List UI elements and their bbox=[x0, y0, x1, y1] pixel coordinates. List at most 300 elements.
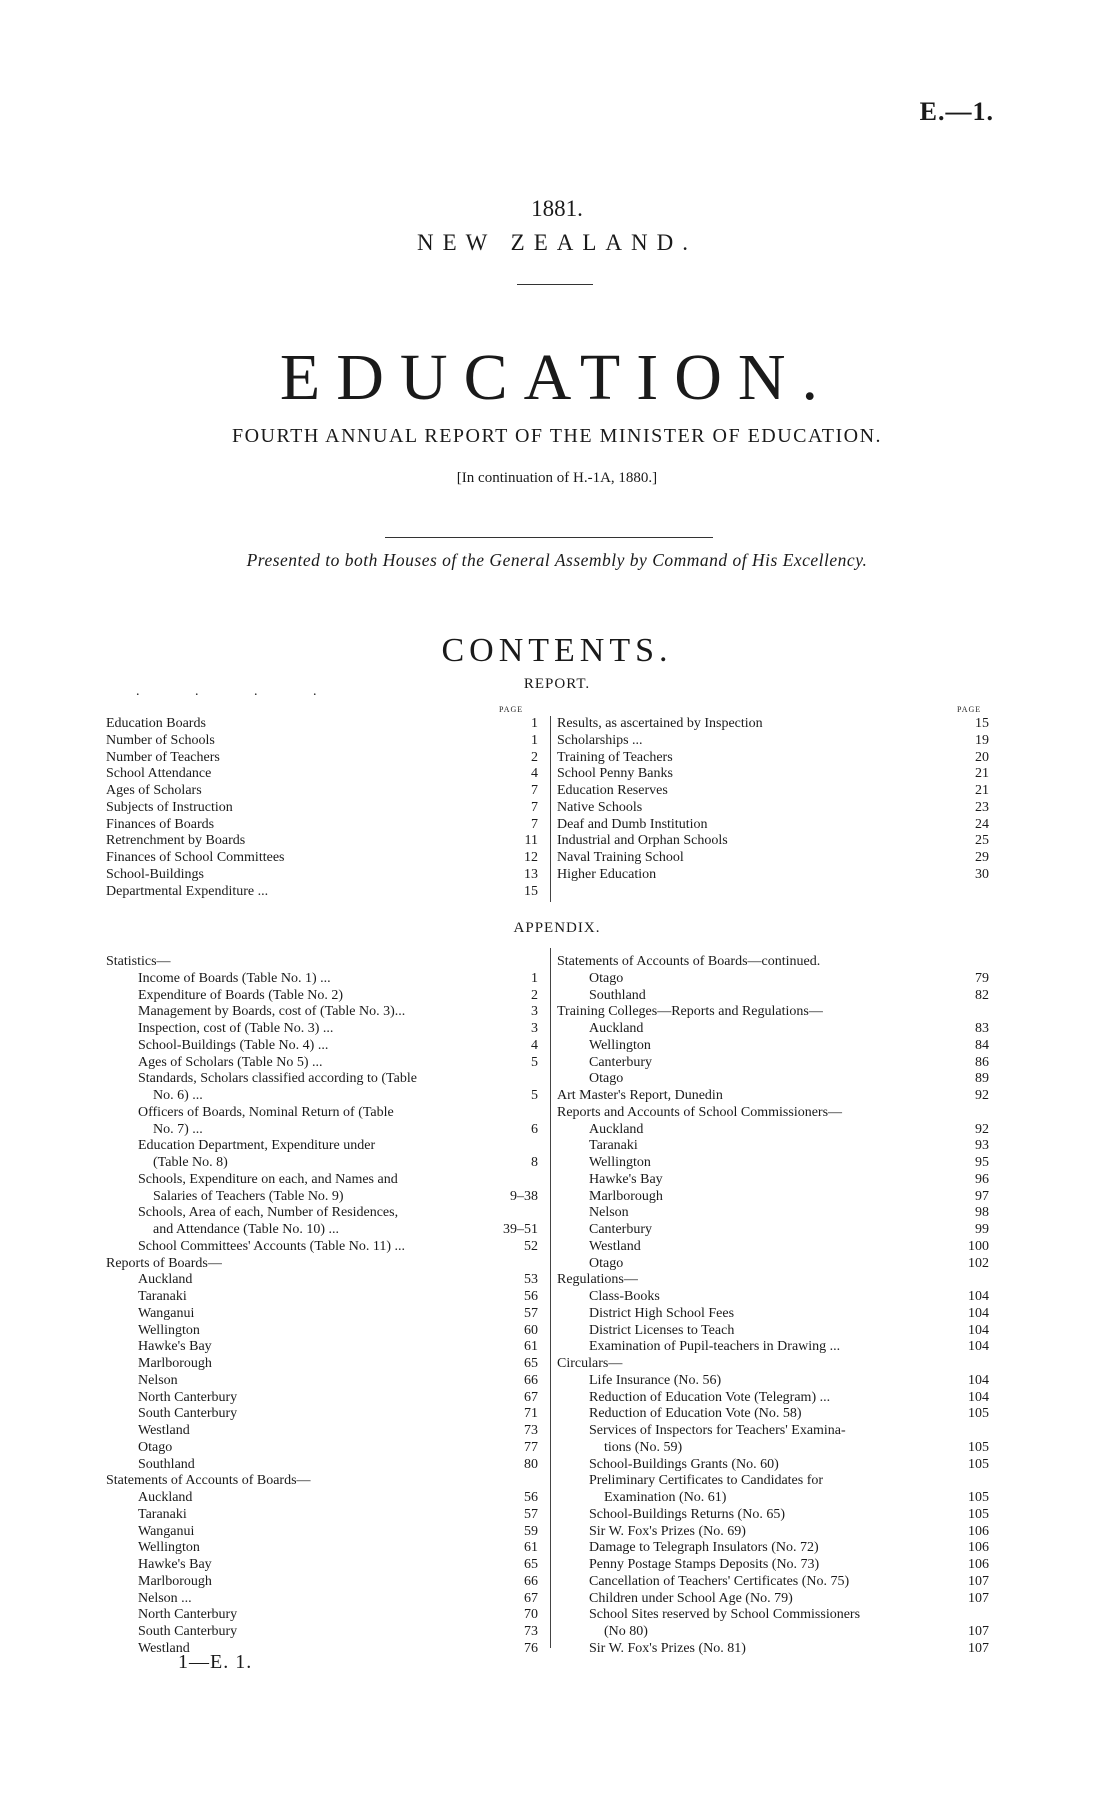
toc-entry-page: 104 bbox=[968, 1305, 989, 1321]
toc-entry-page: 107 bbox=[968, 1640, 989, 1656]
toc-entry-page: 23 bbox=[975, 799, 989, 815]
toc-entry-page: 7 bbox=[531, 816, 538, 832]
toc-entry-label: Ages of Scholars (Table No 5) ... bbox=[138, 1054, 323, 1070]
toc-entry bbox=[557, 1440, 989, 1457]
toc-entry-page: 7 bbox=[531, 783, 538, 798]
toc-entry-page: 107 bbox=[968, 1624, 989, 1639]
toc-entry-label: Nelson bbox=[138, 1372, 178, 1388]
toc-entry-label: Hawke's Bay bbox=[589, 1171, 663, 1187]
toc-entry bbox=[557, 1557, 989, 1574]
toc-entry-label: Examination of Pupil-teachers in Drawing ... bbox=[589, 1339, 841, 1355]
continuation-note: [In continuation of H.-1A, 1880.] bbox=[456, 470, 658, 486]
toc-entry-label: and Attendance (Table No. 10) ... bbox=[153, 1222, 340, 1237]
toc-entry bbox=[557, 1574, 989, 1591]
report-right-list bbox=[557, 716, 989, 884]
toc-entry-label: Expenditure of Boards (Table No. 2) bbox=[138, 987, 344, 1003]
toc-entry bbox=[557, 1373, 989, 1390]
toc-entry-page: 65 bbox=[524, 1557, 538, 1572]
toc-entry bbox=[106, 1490, 538, 1507]
toc-entry-page: 1 bbox=[531, 716, 538, 731]
toc-entry-page: 39–51 bbox=[503, 1222, 538, 1237]
toc-entry-label: School Sites reserved by School Commissioners bbox=[589, 1607, 861, 1623]
toc-entry-label: Reduction of Education Vote (Telegram) ... bbox=[589, 1389, 831, 1405]
toc-entry-page: 104 bbox=[968, 1289, 989, 1304]
toc-entry-page: 95 bbox=[975, 1155, 989, 1170]
toc-entry bbox=[557, 1071, 989, 1088]
toc-entry bbox=[557, 1323, 989, 1340]
toc-entry-page: 8 bbox=[531, 1155, 538, 1170]
toc-entry-page: 107 bbox=[968, 1590, 989, 1606]
toc-entry-label: School-Buildings (Table No. 4) ... bbox=[138, 1037, 329, 1053]
toc-entry-label: Education Reserves bbox=[557, 783, 668, 798]
toc-entry bbox=[557, 800, 989, 817]
toc-entry bbox=[106, 1222, 538, 1239]
toc-entry-page: 80 bbox=[524, 1456, 538, 1472]
toc-entry bbox=[106, 817, 538, 834]
toc-entry-label: Statements of Accounts of Boards— bbox=[106, 1473, 311, 1489]
toc-entry bbox=[557, 1507, 989, 1524]
toc-entry bbox=[106, 1423, 538, 1440]
report-heading: REPORT. bbox=[523, 676, 591, 692]
toc-entry bbox=[106, 1189, 538, 1206]
toc-entry-label: Finances of Boards bbox=[106, 816, 215, 832]
toc-entry bbox=[557, 1004, 989, 1021]
toc-entry bbox=[557, 988, 989, 1005]
toc-entry bbox=[106, 716, 538, 733]
toc-entry-page: 60 bbox=[524, 1322, 538, 1338]
toc-entry bbox=[557, 1356, 989, 1373]
toc-entry-page: 82 bbox=[975, 987, 989, 1003]
toc-entry bbox=[557, 833, 989, 850]
year: 1881. bbox=[531, 196, 583, 221]
toc-entry bbox=[106, 1323, 538, 1340]
toc-entry-label: Education Boards bbox=[106, 716, 206, 731]
toc-entry-page: 93 bbox=[975, 1138, 989, 1154]
toc-entry-label: Taranaki bbox=[138, 1506, 187, 1522]
toc-entry bbox=[557, 1138, 989, 1155]
toc-entry-label: Auckland bbox=[589, 1121, 644, 1137]
toc-entry-page: 66 bbox=[524, 1372, 538, 1388]
toc-entry bbox=[106, 1071, 538, 1088]
toc-entry-page: 20 bbox=[975, 749, 989, 765]
toc-entry bbox=[557, 1256, 989, 1273]
toc-entry-label: Naval Training School bbox=[557, 850, 684, 865]
toc-entry bbox=[557, 1272, 989, 1289]
toc-entry-label: tions (No. 59) bbox=[604, 1439, 683, 1455]
toc-entry bbox=[557, 1406, 989, 1423]
toc-entry bbox=[106, 1038, 538, 1055]
toc-entry-label: Ages of Scholars bbox=[106, 783, 202, 798]
toc-entry-page: 89 bbox=[975, 1071, 989, 1087]
toc-entry-page: 29 bbox=[975, 850, 989, 865]
toc-entry-label: Southland bbox=[589, 987, 646, 1003]
toc-entry-label: Training of Teachers bbox=[557, 749, 673, 765]
toc-entry-label: Taranaki bbox=[138, 1289, 187, 1304]
toc-entry bbox=[106, 1641, 538, 1658]
toc-entry bbox=[106, 800, 538, 817]
toc-entry-label: Wanganui bbox=[138, 1523, 195, 1539]
toc-entry bbox=[106, 1205, 538, 1222]
toc-entry-label: South Canterbury bbox=[138, 1406, 238, 1422]
toc-entry bbox=[557, 1591, 989, 1608]
toc-entry bbox=[557, 1088, 989, 1105]
toc-entry-page: 71 bbox=[524, 1406, 538, 1422]
toc-entry-page: 66 bbox=[524, 1573, 538, 1589]
toc-entry-label: Westland bbox=[138, 1640, 190, 1656]
document-subtitle: FOURTH ANNUAL REPORT OF THE MINISTER OF EDUCATION. bbox=[231, 425, 883, 447]
toc-entry bbox=[106, 1122, 538, 1139]
toc-entry-label: Westland bbox=[589, 1238, 641, 1254]
country-heading: NEW ZEALAND. bbox=[416, 230, 698, 255]
toc-entry bbox=[557, 1306, 989, 1323]
toc-entry-page: 53 bbox=[524, 1272, 538, 1288]
toc-entry-label: Marlborough bbox=[589, 1188, 663, 1204]
toc-entry-label: Otago bbox=[589, 1255, 624, 1271]
toc-entry bbox=[557, 1222, 989, 1239]
toc-entry bbox=[557, 850, 989, 867]
toc-entry bbox=[557, 1607, 989, 1624]
toc-entry-label: School Committees' Accounts (Table No. 11) ... bbox=[138, 1238, 405, 1254]
toc-entry bbox=[106, 954, 538, 971]
toc-entry-page: 67 bbox=[524, 1389, 538, 1405]
toc-entry bbox=[106, 1339, 538, 1356]
toc-entry-page: 104 bbox=[968, 1339, 989, 1355]
toc-entry bbox=[557, 783, 989, 800]
toc-entry bbox=[557, 954, 989, 971]
toc-entry bbox=[106, 1306, 538, 1323]
toc-entry-page: 104 bbox=[968, 1389, 989, 1405]
toc-entry bbox=[557, 1540, 989, 1557]
toc-entry-label: Hawke's Bay bbox=[138, 1557, 212, 1572]
toc-entry-label: Children under School Age (No. 79) bbox=[589, 1590, 793, 1606]
toc-entry bbox=[106, 1155, 538, 1172]
toc-entry-page: 25 bbox=[975, 833, 989, 849]
toc-entry-label: Training Colleges—Reports and Regulations— bbox=[557, 1004, 823, 1020]
toc-entry bbox=[557, 1524, 989, 1541]
toc-entry-page: 105 bbox=[968, 1506, 989, 1522]
toc-entry-page: 24 bbox=[975, 816, 989, 832]
toc-entry-page: 65 bbox=[524, 1356, 538, 1371]
toc-entry-label: Hawke's Bay bbox=[138, 1339, 212, 1355]
toc-entry bbox=[106, 1457, 538, 1474]
toc-entry-page: 2 bbox=[531, 749, 538, 765]
toc-entry-label: (No 80) bbox=[604, 1624, 648, 1639]
toc-entry bbox=[106, 1507, 538, 1524]
toc-entry-page: 70 bbox=[524, 1607, 538, 1623]
toc-entry-page: 86 bbox=[975, 1054, 989, 1070]
page-column-label-left: PAGE bbox=[499, 705, 524, 714]
toc-entry-label: School-Buildings bbox=[106, 866, 205, 882]
toc-entry bbox=[557, 1055, 989, 1072]
toc-entry-page: 30 bbox=[975, 866, 989, 882]
toc-entry-label: Marlborough bbox=[138, 1573, 212, 1589]
toc-entry bbox=[106, 1256, 538, 1273]
toc-entry-label: Services of Inspectors for Teachers' Examina- bbox=[589, 1423, 846, 1438]
toc-entry-label: Statements of Accounts of Boards—continued. bbox=[557, 954, 821, 969]
toc-entry-label: Otago bbox=[138, 1439, 173, 1455]
toc-entry-label: Native Schools bbox=[557, 799, 643, 815]
toc-entry-label: (Table No. 8) bbox=[153, 1155, 228, 1170]
toc-entry-label: Marlborough bbox=[138, 1356, 212, 1371]
toc-entry-page: 96 bbox=[975, 1171, 989, 1187]
appendix-heading: APPENDIX. bbox=[513, 920, 601, 936]
toc-entry-label: District High School Fees bbox=[589, 1305, 735, 1321]
toc-entry-page: 107 bbox=[968, 1573, 989, 1589]
toc-entry-label: Southland bbox=[138, 1456, 195, 1472]
toc-entry-label: Art Master's Report, Dunedin bbox=[557, 1088, 723, 1103]
toc-entry bbox=[106, 1406, 538, 1423]
toc-entry bbox=[106, 1172, 538, 1189]
toc-entry-page: 92 bbox=[975, 1121, 989, 1137]
toc-entry-label: Circulars— bbox=[557, 1356, 623, 1371]
toc-entry-label: Reports and Accounts of School Commissioners— bbox=[557, 1104, 843, 1120]
toc-entry-label: Education Department, Expenditure under bbox=[138, 1138, 376, 1154]
toc-entry-label: Regulations— bbox=[557, 1272, 638, 1288]
toc-entry-label: School Attendance bbox=[106, 766, 212, 782]
toc-entry-label: Class-Books bbox=[589, 1289, 660, 1304]
toc-entry-page: 106 bbox=[968, 1557, 989, 1572]
toc-entry-label: Auckland bbox=[589, 1021, 644, 1036]
toc-entry bbox=[106, 766, 538, 783]
toc-entry bbox=[557, 1122, 989, 1139]
toc-entry-label: Westland bbox=[138, 1423, 190, 1438]
decorative-dots: . . . . bbox=[136, 684, 343, 699]
toc-entry bbox=[106, 783, 538, 800]
toc-entry bbox=[106, 1004, 538, 1021]
toc-entry-page: 84 bbox=[975, 1037, 989, 1053]
toc-entry-label: Canterbury bbox=[589, 1222, 652, 1237]
appendix-left-list bbox=[106, 954, 538, 1658]
toc-entry-page: 12 bbox=[524, 850, 538, 865]
toc-entry bbox=[106, 1021, 538, 1038]
toc-entry-page: 1 bbox=[531, 970, 538, 986]
toc-entry-label: No. 6) ... bbox=[153, 1088, 203, 1103]
toc-entry-page: 102 bbox=[968, 1255, 989, 1271]
toc-entry-label: Subjects of Instruction bbox=[106, 799, 233, 815]
toc-entry-label: Statistics— bbox=[106, 954, 171, 969]
toc-entry-label: Examination (No. 61) bbox=[604, 1490, 727, 1505]
toc-entry bbox=[106, 1540, 538, 1557]
toc-entry bbox=[557, 1105, 989, 1122]
toc-entry-page: 61 bbox=[524, 1339, 538, 1355]
toc-entry-label: School-Buildings Returns (No. 65) bbox=[589, 1506, 785, 1522]
toc-entry-label: Damage to Telegraph Insulators (No. 72) bbox=[589, 1540, 819, 1556]
toc-entry bbox=[557, 733, 989, 750]
toc-entry bbox=[106, 850, 538, 867]
toc-entry bbox=[106, 971, 538, 988]
toc-entry bbox=[106, 884, 538, 901]
toc-entry-page: 79 bbox=[975, 970, 989, 986]
toc-entry-label: Wellington bbox=[138, 1540, 200, 1556]
toc-entry-page: 83 bbox=[975, 1021, 989, 1036]
toc-entry bbox=[106, 1356, 538, 1373]
toc-entry bbox=[106, 1440, 538, 1457]
toc-entry-label: Wellington bbox=[589, 1155, 651, 1170]
appendix-column-divider bbox=[550, 948, 551, 1648]
toc-entry-label: Deaf and Dumb Institution bbox=[557, 816, 708, 832]
toc-entry bbox=[106, 1373, 538, 1390]
toc-entry bbox=[106, 1239, 538, 1256]
toc-entry-page: 5 bbox=[531, 1054, 538, 1070]
toc-entry-page: 73 bbox=[524, 1624, 538, 1639]
toc-entry bbox=[557, 766, 989, 783]
toc-entry bbox=[557, 867, 989, 884]
toc-entry-label: Nelson bbox=[589, 1205, 629, 1221]
toc-entry-label: Officers of Boards, Nominal Return of (Table bbox=[138, 1104, 394, 1120]
toc-entry-page: 4 bbox=[531, 1037, 538, 1053]
toc-entry bbox=[557, 1038, 989, 1055]
divider-short bbox=[517, 284, 593, 285]
toc-entry bbox=[557, 817, 989, 834]
toc-entry-page: 57 bbox=[524, 1506, 538, 1522]
toc-entry-label: School-Buildings Grants (No. 60) bbox=[589, 1456, 779, 1472]
toc-entry bbox=[106, 750, 538, 767]
toc-entry-page: 59 bbox=[524, 1523, 538, 1539]
toc-entry bbox=[106, 1607, 538, 1624]
toc-entry bbox=[106, 867, 538, 884]
toc-entry-label: Canterbury bbox=[589, 1054, 652, 1070]
appendix-right-list bbox=[557, 954, 989, 1658]
toc-entry bbox=[557, 1021, 989, 1038]
toc-entry-page: 9–38 bbox=[510, 1188, 538, 1204]
toc-entry-label: North Canterbury bbox=[138, 1389, 238, 1405]
toc-entry bbox=[106, 1088, 538, 1105]
toc-entry bbox=[106, 1390, 538, 1407]
toc-entry-label: Penny Postage Stamps Deposits (No. 73) bbox=[589, 1557, 820, 1572]
toc-entry-label: Sir W. Fox's Prizes (No. 69) bbox=[589, 1523, 746, 1539]
toc-entry bbox=[557, 1390, 989, 1407]
toc-entry-label: Departmental Expenditure ... bbox=[106, 883, 269, 899]
toc-entry bbox=[106, 1473, 538, 1490]
toc-entry-page: 5 bbox=[531, 1088, 538, 1103]
toc-entry-label: School Penny Banks bbox=[557, 766, 673, 782]
toc-entry-page: 52 bbox=[524, 1238, 538, 1254]
toc-entry bbox=[106, 1272, 538, 1289]
toc-entry bbox=[557, 1473, 989, 1490]
toc-entry-label: Wellington bbox=[138, 1322, 200, 1338]
toc-entry-label: Wanganui bbox=[138, 1305, 195, 1321]
toc-entry-label: Number of Schools bbox=[106, 732, 215, 748]
footer-signature: 1—E. 1. bbox=[178, 1651, 253, 1673]
toc-entry bbox=[106, 1624, 538, 1641]
divider-long bbox=[385, 537, 713, 538]
toc-entry bbox=[106, 1138, 538, 1155]
toc-entry-label: Number of Teachers bbox=[106, 749, 220, 765]
toc-entry bbox=[557, 1239, 989, 1256]
toc-entry-label: Income of Boards (Table No. 1) ... bbox=[138, 970, 331, 986]
toc-entry bbox=[106, 1591, 538, 1608]
toc-entry-label: Schools, Area of each, Number of Residences, bbox=[138, 1205, 399, 1221]
toc-entry bbox=[106, 1055, 538, 1072]
toc-entry-page: 77 bbox=[524, 1439, 538, 1455]
presented-note: Presented to both Houses of the General Assembly by Command of His Excellency. bbox=[246, 550, 868, 570]
toc-entry-label: Retrenchment by Boards bbox=[106, 833, 246, 849]
toc-entry-label: Auckland bbox=[138, 1272, 193, 1288]
toc-entry-label: Taranaki bbox=[589, 1138, 638, 1154]
toc-entry-page: 61 bbox=[524, 1540, 538, 1556]
page-identifier: E.—1. bbox=[919, 97, 994, 126]
toc-entry bbox=[557, 1155, 989, 1172]
toc-entry bbox=[106, 1574, 538, 1591]
toc-entry bbox=[557, 716, 989, 733]
toc-entry-label: Reports of Boards— bbox=[106, 1255, 222, 1271]
toc-entry-label: Preliminary Certificates to Candidates for bbox=[589, 1473, 824, 1489]
toc-entry-page: 6 bbox=[531, 1121, 538, 1137]
toc-entry-page: 56 bbox=[524, 1490, 538, 1505]
toc-entry bbox=[557, 1205, 989, 1222]
toc-entry bbox=[106, 1105, 538, 1122]
toc-entry-page: 56 bbox=[524, 1289, 538, 1304]
toc-entry-page: 92 bbox=[975, 1088, 989, 1103]
toc-entry-label: Auckland bbox=[138, 1490, 193, 1505]
toc-entry-page: 57 bbox=[524, 1305, 538, 1321]
toc-entry bbox=[106, 1557, 538, 1574]
toc-entry-label: Sir W. Fox's Prizes (No. 81) bbox=[589, 1640, 746, 1656]
toc-entry-label: Life Insurance (No. 56) bbox=[589, 1372, 722, 1388]
toc-entry bbox=[557, 1490, 989, 1507]
toc-entry-label: Cancellation of Teachers' Certificates (No. 75) bbox=[589, 1573, 850, 1589]
toc-entry-page: 15 bbox=[524, 883, 538, 899]
document-title: EDUCATION. bbox=[279, 341, 835, 414]
toc-entry-label: Industrial and Orphan Schools bbox=[557, 833, 728, 849]
toc-entry-page: 1 bbox=[531, 732, 538, 748]
toc-entry bbox=[106, 733, 538, 750]
toc-entry-page: 106 bbox=[968, 1540, 989, 1556]
toc-entry-page: 99 bbox=[975, 1222, 989, 1237]
report-column-divider bbox=[550, 716, 551, 902]
toc-entry-label: Otago bbox=[589, 970, 624, 986]
toc-entry-page: 3 bbox=[531, 1021, 538, 1036]
toc-entry-page: 97 bbox=[975, 1188, 989, 1204]
toc-entry-page: 105 bbox=[968, 1439, 989, 1455]
report-left-list bbox=[106, 716, 538, 900]
toc-entry-label: Salaries of Teachers (Table No. 9) bbox=[153, 1188, 344, 1204]
toc-entry-label: Schools, Expenditure on each, and Names and bbox=[138, 1171, 398, 1187]
toc-entry bbox=[106, 1524, 538, 1541]
toc-entry-label: Otago bbox=[589, 1071, 624, 1087]
toc-entry-page: 76 bbox=[524, 1640, 538, 1656]
toc-entry-page: 4 bbox=[531, 766, 538, 782]
toc-entry bbox=[557, 1457, 989, 1474]
toc-entry bbox=[557, 1641, 989, 1658]
toc-entry bbox=[557, 1339, 989, 1356]
toc-entry-page: 21 bbox=[975, 783, 989, 798]
toc-entry-page: 73 bbox=[524, 1423, 538, 1438]
toc-entry-label: South Canterbury bbox=[138, 1624, 238, 1639]
toc-entry-page: 100 bbox=[968, 1238, 989, 1254]
toc-entry bbox=[557, 1289, 989, 1306]
toc-entry-page: 104 bbox=[968, 1372, 989, 1388]
toc-entry-label: No. 7) ... bbox=[153, 1121, 203, 1137]
toc-entry-label: Inspection, cost of (Table No. 3) ... bbox=[138, 1021, 334, 1036]
toc-entry bbox=[106, 833, 538, 850]
toc-entry-label: Management by Boards, cost of (Table No. 3)... bbox=[138, 1004, 406, 1020]
toc-entry-label: District Licenses to Teach bbox=[589, 1322, 735, 1338]
toc-entry-label: Finances of School Committees bbox=[106, 850, 285, 865]
toc-entry-page: 2 bbox=[531, 987, 538, 1003]
toc-entry-page: 3 bbox=[531, 1004, 538, 1020]
toc-entry bbox=[557, 1423, 989, 1440]
toc-entry-page: 11 bbox=[524, 833, 538, 849]
toc-entry-page: 7 bbox=[531, 799, 538, 815]
contents-heading: CONTENTS. bbox=[441, 632, 673, 669]
toc-entry-page: 105 bbox=[968, 1406, 989, 1422]
page-column-label-right: PAGE bbox=[957, 705, 982, 714]
toc-entry-page: 105 bbox=[968, 1456, 989, 1472]
toc-entry bbox=[557, 1189, 989, 1206]
toc-entry-label: Scholarships ... bbox=[557, 732, 643, 748]
toc-entry-label: Standards, Scholars classified according to (Table bbox=[138, 1071, 417, 1087]
